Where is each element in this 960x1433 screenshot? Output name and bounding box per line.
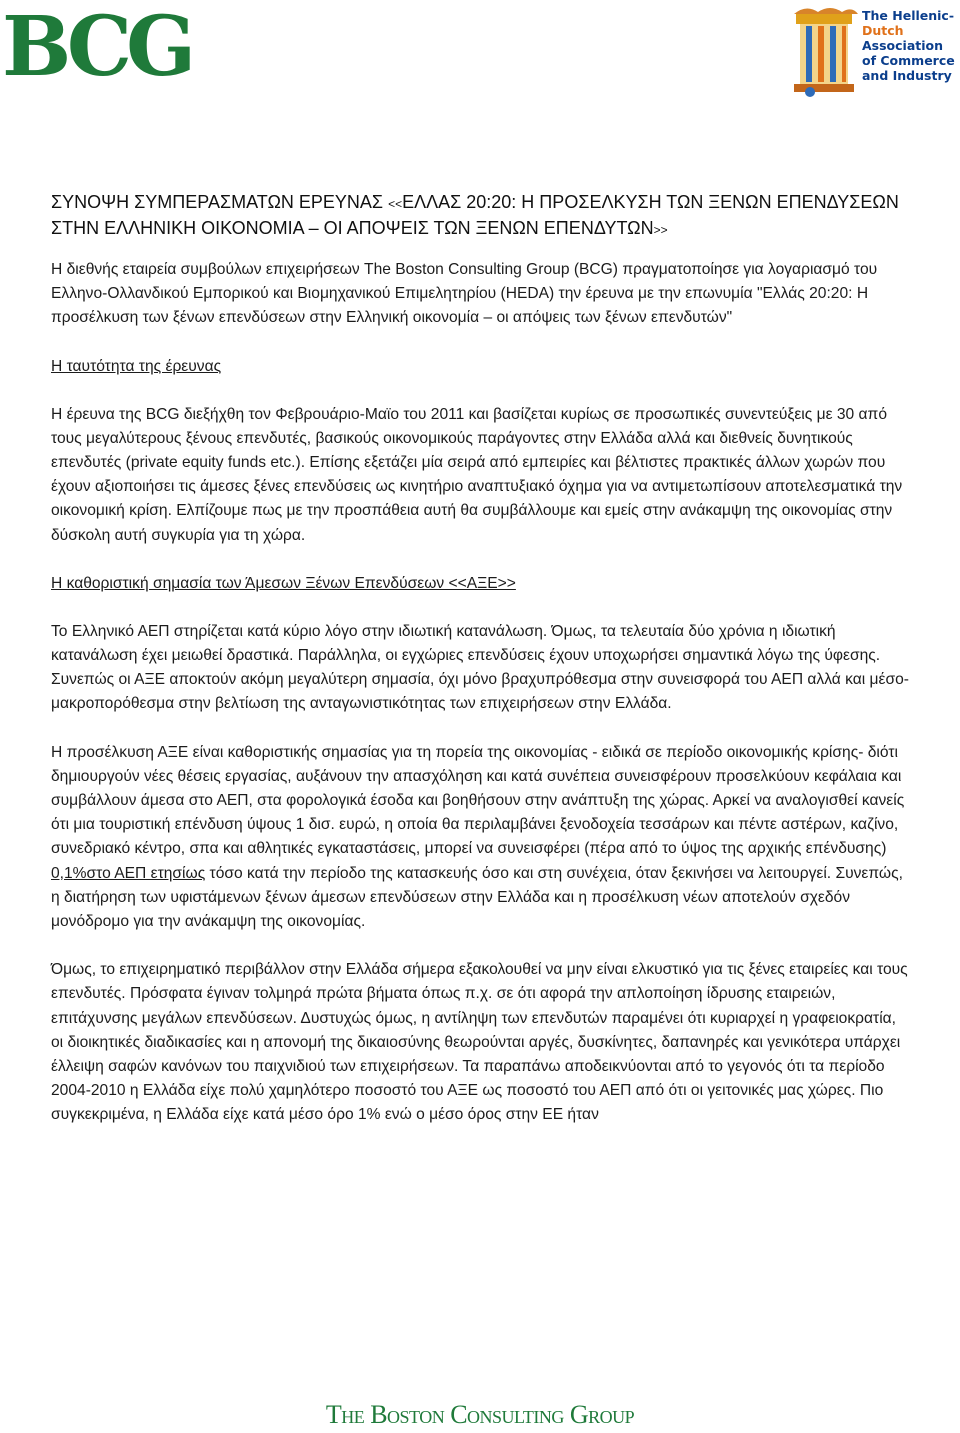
fdi-text-b: τόσο κατά την περίοδο της κατασκευής όσο και στη συνέχεια, όταν ξεκινήσει να λειτουργεί. Συνεπώς, η διατήρηση των υφιστάμενων ξένων άμεσων επενδύσεων στην Ελλάδα και η προσέλκυση νέων αποτελούν σχεδόν μονόδρομο για την ανάκαμψη της οικονομίας. <box>51 864 903 931</box>
heda-line-4: of Commerce <box>862 53 955 68</box>
heda-logo-text <box>862 8 955 83</box>
heda-line-2: Dutch <box>862 23 904 38</box>
business-environment-paragraph: Όμως, το επιχειρηματικό περιβάλλον στην Ελλάδα σήμερα εξακολουθεί να μην είναι ελκυστικό για τις ξένες εταιρείες και τους επενδυτές. Πρόσφατα έγιναν τολμηρά πρώτα βήματα όπως π.χ. σε ότι αφορά την απλοποίηση ίδρυσης εταιρειών, επιτάχυνσης μεγάλων επενδύσεων. Δυστυχώς όμως, η αντίληψη των επενδυτών παραμένει ότι κυριαρχεί η γραφειοκρατία, οι διοικητικές διαδικασίες και η απονομή της δικαιοσύνης θεωρούνται αργές, δυσκίνητες, δαπανηρές και γενικότερα υπάρχει έλλειψη σαφών κανόνων του παιχνιδιού των επιχειρήσεων. Τα παραπάνω αποδεικνύονται από το γεγονός ότι τα περίοδο 2004-2010 η Ελλάδα είχε πολύ χαμηλότερο ποσοστό του ΑΞΕ ως ποσοστό του ΑΕΠ από ότι οι γειτονικές μας χώρες. Πιο συγκεκριμένα, η Ελλάδα είχε κατά μέσο όρο 1% ενώ ο μέσο όρος στην ΕΕ ήταν <box>51 961 908 1124</box>
title-open-mark: << <box>388 197 403 211</box>
footer-bcg-wordmark: The Boston Consulting Group <box>325 1400 635 1429</box>
greek-column-icon <box>790 4 862 100</box>
heda-line-3: Association <box>862 38 944 53</box>
bcg-logo-text: BCG <box>2 0 191 95</box>
bcg-logo <box>2 0 191 95</box>
title-main: ΣΥΝΟΨΗ ΣΥΜΠΕΡΑΣΜΑΤΩΝ ΕΡΕΥΝΑΣ <box>51 192 389 212</box>
heda-line-1: The Hellenic- <box>862 8 955 23</box>
heda-logo <box>790 4 960 104</box>
section-heading-fdi-importance: Η καθοριστική σημασία των Άμεσων Ξένων Επενδύσεων <<ΑΞΕ>> <box>51 574 516 592</box>
fdi-gdp-highlight: 0,1%στο ΑΕΠ ετησίως <box>51 864 206 882</box>
document-body <box>51 190 911 1152</box>
footer-logo <box>0 1400 960 1430</box>
intro-paragraph: Η διεθνής εταιρεία συμβούλων επιχειρήσεων The Boston Consulting Group (BCG) πραγματοποίησε για λογαριασμό του Ελληνο-Ολλανδικού Εμπορικού και Βιομηχανικού Επιμελητηρίου (HEDA) την έρευνα με την επωνυμία "Ελλάς 20:20: Η προσέλκυση των ξένων επενδύσεων στην Ελληνική οικονομία – οι απόψεις των ξένων επενδυτών" <box>51 261 878 327</box>
heda-line-5: and Industry <box>862 68 952 83</box>
document-title <box>51 190 911 242</box>
section-heading-identity: Η ταυτότητα της έρευνας <box>51 357 222 375</box>
title-close-mark: >> <box>653 223 668 237</box>
identity-paragraph: Η έρευνα της BCG διεξήχθη τον Φεβρουάριο-Μαϊο του 2011 και βασίζεται κυρίως σε προσωπικές συνεντεύξεις με 30 από τους μεγαλύτερους ξένους επενδυτές, βασικούς οικονομικούς παράγοντες στην Ελλάδα αλλά και διεθνείς δυνητικούς επενδυτές (private equity funds etc.). Επίσης εξετάζει μία σειρά από εμπειρίες και βέλτιστες πρακτικές άλλων χωρών που έχουν αξιοποιήσει τις άμεσες ξένες επενδύσεις ως κινητήριο αναπτυξιακό όχημα για να αντιμετωπίσουν αποτελεσματικά την οικονομική κρίση. Ελπίζουμε πως με την προσπάθεια αυτή θα συμβάλλουμε και εμείς στην ανάκαμψη της οικονομίας στην δύσκολη αυτή συγκυρία για τη χώρα. <box>51 405 903 544</box>
title-rest: ΕΛΛΑΣ 20:20: Η ΠΡΟΣΕΛΚΥΣΗ ΤΩΝ ΞΕΝΩΝ ΕΠΕΝΔΥΣΕΩΝ ΣΤΗΝ ΕΛΛΗΝΙΚΗ ΟΙΚΟΝΟΜΙΑ – ΟΙ ΑΠΟΨΕΙΣ ΤΩΝ ΞΕΝΩΝ ΕΠΕΝΔΥΤΩΝ <box>51 192 899 238</box>
fdi-text-a: Η προσέλκυση ΑΞΕ είναι καθοριστικής σημασίας για τη πορεία της οικονομίας - ειδικά σε περίοδο οικονομικής κρίσης- διότι δημιουργούν νέες θέσεις εργασίας, αυξάνουν την απασχόληση και κατά συνέπεια συνεισφέρουν προσελκύουν κεφάλαια και συμβάλλουν άμεσα στο ΑΕΠ, στα φορολογικά έσοδα και βοηθήσουν στην ανάπτυξη της χώρας. Αρκεί να αναλογισθεί κανείς ότι μια τουριστική επένδυση ύψους 1 δισ. ευρώ, η οποία θα περιλαμβάνει ξενοδοχεία τεσσάρων και πέντε αστέρων, καζίνο, συνεδριακό κέντρο, σπα και αθλητικές εγκαταστάσεις, μπορεί να συνεισφέρει (πέρα από το ύψος της αρχικής επένδυσης) <box>51 743 905 858</box>
fdi-attraction-paragraph <box>51 741 911 935</box>
gdp-paragraph: Το Ελληνικό ΑΕΠ στηρίζεται κατά κύριο λόγο στην ιδιωτική κατανάλωση. Όμως, τα τελευταία δύο χρόνια η ιδιωτική κατανάλωση έχει μειωθεί δραστικά. Παράλληλα, οι εγχώριες επενδύσεις έχουν υποχωρήσει σημαντικά λόγω της ύφεσης. Συνεπώς οι ΑΞΕ αποκτούν ακόμη μεγαλύτερη σημασία, όχι μόνο βραχυπρόθεσμα στην συνεισφορά του ΑΕΠ αλλά και μέσο-μακροπορόθεσμα στην βελτίωση της ανταγωνιστικότητας των επιχειρήσεων στην Ελλάδα. <box>51 622 909 713</box>
